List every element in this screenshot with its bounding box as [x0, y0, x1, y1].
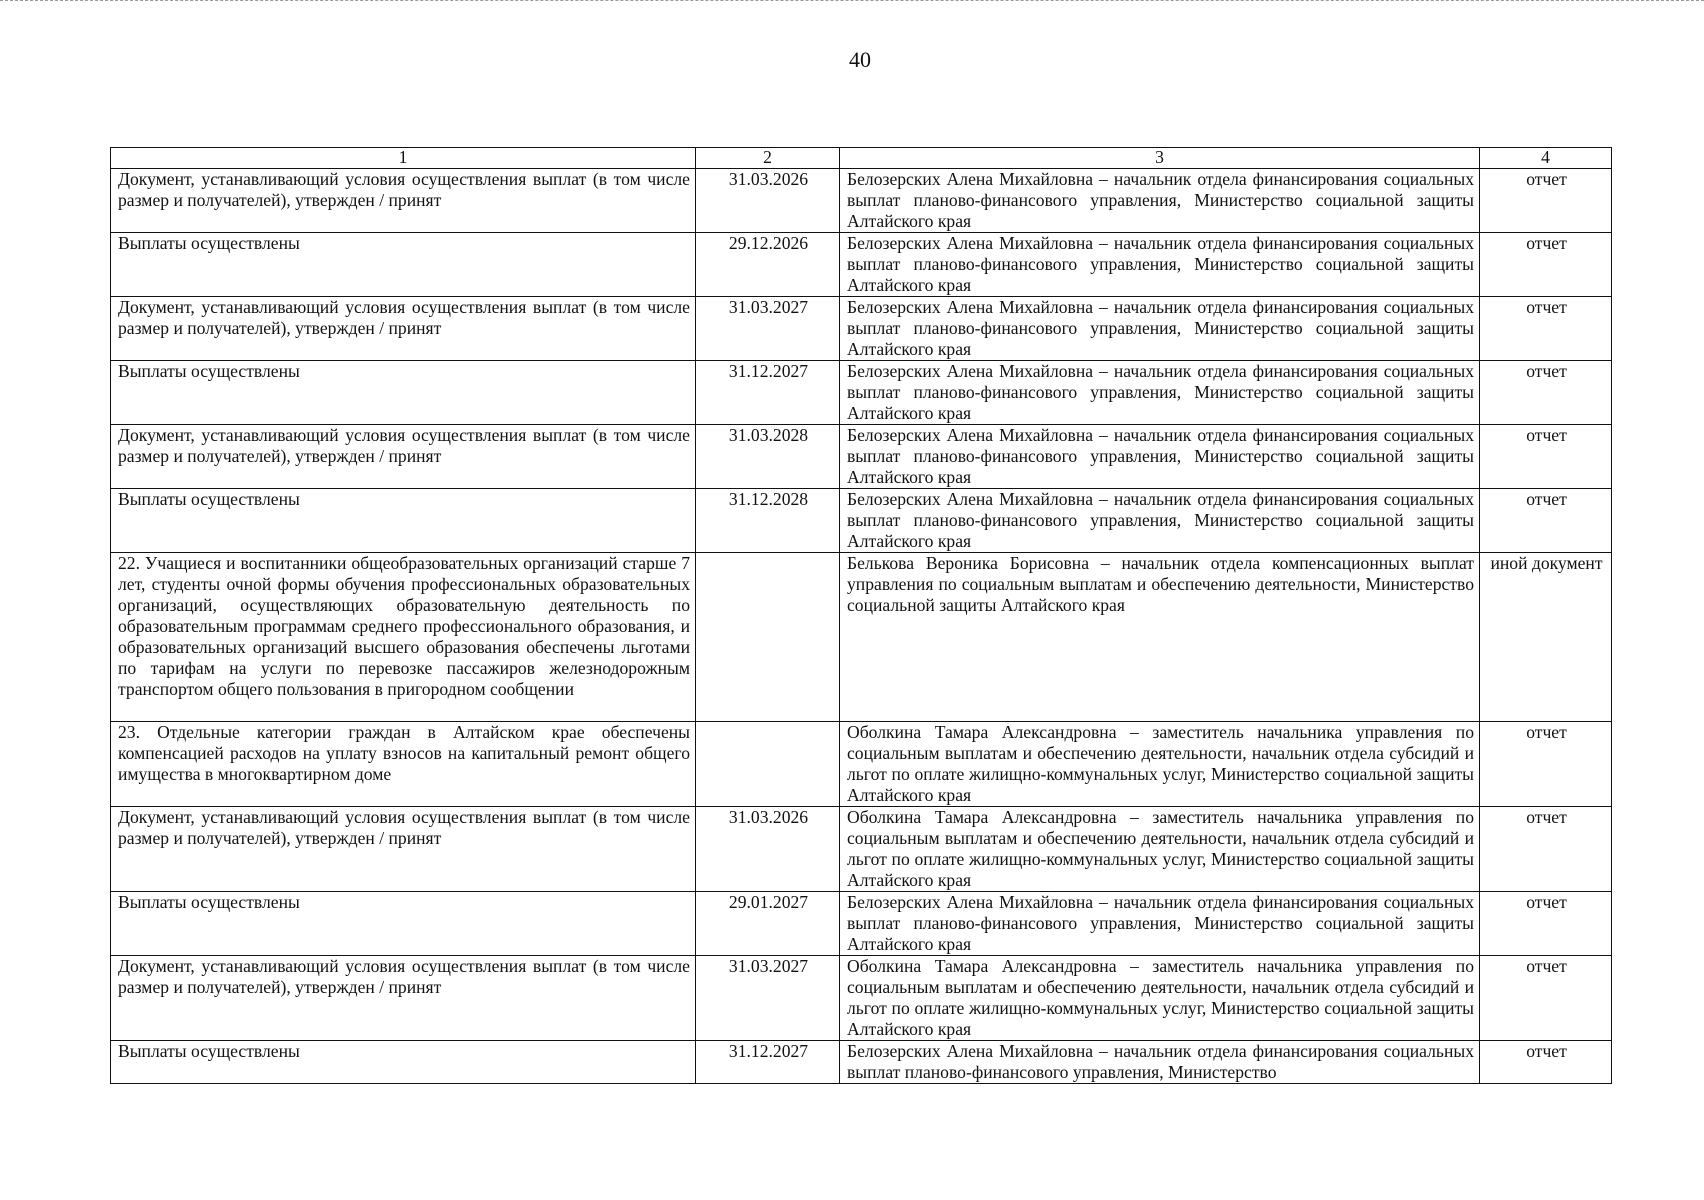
- date-cell: 29.01.2027: [696, 892, 840, 956]
- event-cell: Выплаты осуществлены: [111, 489, 696, 553]
- table-row: [111, 169, 1612, 233]
- table-row: [111, 361, 1612, 425]
- date-cell: 31.03.2027: [696, 297, 840, 361]
- document-type-cell: иной документ: [1480, 553, 1612, 722]
- event-cell: Документ, устанавливающий условия осуществления выплат (в том числе размер и получателей), утвержден / принят: [111, 297, 696, 361]
- document-type-cell: отчет: [1480, 233, 1612, 297]
- document-type-cell: отчет: [1480, 489, 1612, 553]
- date-cell: 31.03.2028: [696, 425, 840, 489]
- event-cell: Выплаты осуществлены: [111, 892, 696, 956]
- event-cell: Документ, устанавливающий условия осуществления выплат (в том числе размер и получателей), утвержден / принят: [111, 956, 696, 1041]
- table-row: [111, 297, 1612, 361]
- column-header: 3: [840, 148, 1480, 169]
- event-cell: 22. Учащиеся и воспитанники общеобразовательных организаций старше 7 лет, студенты очной формы обучения профессиональных образовательных организаций, осуществляющих образовательную деятельность по образовательным программам среднего профессионального образования, и образовательных организаций высшего образования обеспечены льготами по тарифам на услуги по перевозке пассажиров железнодорожным транспортом общего пользования в пригородном сообщении: [111, 553, 696, 722]
- document-type-cell: отчет: [1480, 361, 1612, 425]
- table-row: [111, 425, 1612, 489]
- document-type-cell: отчет: [1480, 892, 1612, 956]
- table-row: [111, 489, 1612, 553]
- responsible-cell: Оболкина Тамара Александровна – заместитель начальника управления по социальным выплатам и обеспечению деятельности, начальник отдела субсидий и льгот по оплате жилищно-коммунальных услуг, Министерство социальной защиты Алтайского края: [840, 807, 1480, 892]
- responsible-cell: Белозерских Алена Михайловна – начальник отдела финансирования социальных выплат планово-финансового управления, Министерство социальной защиты Алтайского края: [840, 425, 1480, 489]
- document-type-cell: отчет: [1480, 297, 1612, 361]
- document-type-cell: отчет: [1480, 169, 1612, 233]
- table-row: [111, 1041, 1612, 1084]
- plan-table: [110, 147, 1612, 1084]
- date-cell: 31.12.2028: [696, 489, 840, 553]
- document-type-cell: отчет: [1480, 722, 1612, 807]
- responsible-cell: Оболкина Тамара Александровна – заместитель начальника управления по социальным выплатам и обеспечению деятельности, начальник отдела субсидий и льгот по оплате жилищно-коммунальных услуг, Министерство социальной защиты Алтайского края: [840, 956, 1480, 1041]
- responsible-cell: Белозерских Алена Михайловна – начальник отдела финансирования социальных выплат планово-финансового управления, Министерство социальной защиты Алтайского края: [840, 489, 1480, 553]
- date-cell: 31.12.2027: [696, 361, 840, 425]
- column-header: 4: [1480, 148, 1612, 169]
- event-cell: Выплаты осуществлены: [111, 233, 696, 297]
- document-type-cell: отчет: [1480, 956, 1612, 1041]
- date-cell: 31.03.2027: [696, 956, 840, 1041]
- event-cell: Выплаты осуществлены: [111, 361, 696, 425]
- date-cell: 31.12.2027: [696, 1041, 840, 1084]
- date-cell: [696, 722, 840, 807]
- responsible-cell: Белозерских Алена Михайловна – начальник отдела финансирования социальных выплат планово-финансового управления, Министерство социальной защиты Алтайского края: [840, 892, 1480, 956]
- table-row: [111, 956, 1612, 1041]
- responsible-cell: Белькова Вероника Борисовна – начальник отдела компенсационных выплат управления по социальным выплатам и обеспечению деятельности, Министерство социальной защиты Алтайского края: [840, 553, 1480, 722]
- responsible-cell: Белозерских Алена Михайловна – начальник отдела финансирования социальных выплат планово-финансового управления, Министерство социальной защиты Алтайского края: [840, 361, 1480, 425]
- date-cell: 29.12.2026: [696, 233, 840, 297]
- table-row: [111, 722, 1612, 807]
- event-cell: Выплаты осуществлены: [111, 1041, 696, 1084]
- event-cell: Документ, устанавливающий условия осуществления выплат (в том числе размер и получателей), утвержден / принят: [111, 807, 696, 892]
- event-cell: Документ, устанавливающий условия осуществления выплат (в том числе размер и получателей), утвержден / принят: [111, 425, 696, 489]
- table-row: [111, 807, 1612, 892]
- table-row: [111, 233, 1612, 297]
- responsible-cell: Белозерских Алена Михайловна – начальник отдела финансирования социальных выплат планово-финансового управления, Министерство социальной защиты Алтайского края: [840, 297, 1480, 361]
- column-header: 2: [696, 148, 840, 169]
- responsible-cell: Белозерских Алена Михайловна – начальник отдела финансирования социальных выплат планово-финансового управления, Министерство социальной защиты Алтайского края: [840, 233, 1480, 297]
- table-row: [111, 553, 1612, 722]
- column-header: 1: [111, 148, 696, 169]
- document-type-cell: отчет: [1480, 1041, 1612, 1084]
- date-cell: 31.03.2026: [696, 807, 840, 892]
- responsible-cell: Белозерских Алена Михайловна – начальник отдела финансирования социальных выплат планово-финансового управления, Министерство: [840, 1041, 1480, 1084]
- header-row: [111, 148, 1612, 169]
- document-type-cell: отчет: [1480, 807, 1612, 892]
- responsible-cell: Оболкина Тамара Александровна – заместитель начальника управления по социальным выплатам и обеспечению деятельности, начальник отдела субсидий и льгот по оплате жилищно-коммунальных услуг, Министерство социальной защиты Алтайского края: [840, 722, 1480, 807]
- document-type-cell: отчет: [1480, 425, 1612, 489]
- table-row: [111, 892, 1612, 956]
- responsible-cell: Белозерских Алена Михайловна – начальник отдела финансирования социальных выплат планово-финансового управления, Министерство социальной защиты Алтайского края: [840, 169, 1480, 233]
- scan-top-edge: [0, 0, 1704, 3]
- date-cell: [696, 553, 840, 722]
- date-cell: 31.03.2026: [696, 169, 840, 233]
- event-cell: Документ, устанавливающий условия осуществления выплат (в том числе размер и получателей), утвержден / принят: [111, 169, 696, 233]
- event-cell: 23. Отдельные категории граждан в Алтайском крае обеспечены компенсацией расходов на уплату взносов на капитальный ремонт общего имущества в многоквартирном доме: [111, 722, 696, 807]
- page-number: 40: [849, 47, 871, 72]
